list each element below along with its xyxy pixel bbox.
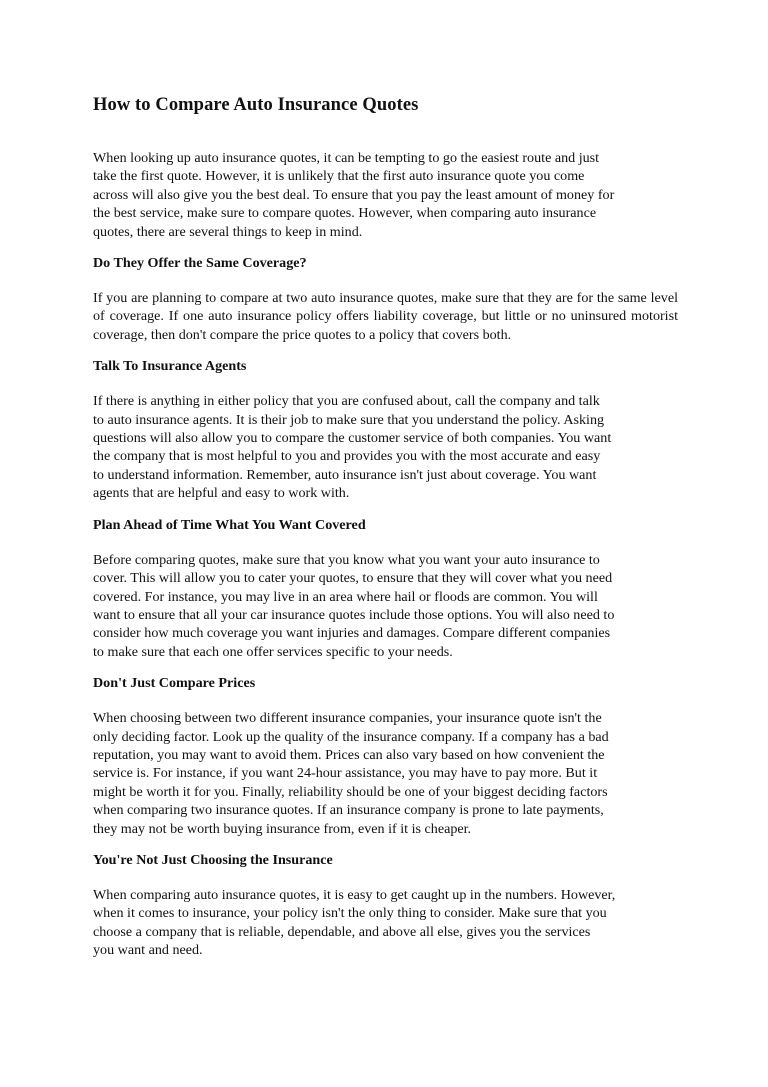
text-line: when comparing two insurance quotes. If an insurance company is prone to late payments, <box>93 802 604 819</box>
text-line: agents that are helpful and easy to work with. <box>93 485 350 502</box>
text-line: only deciding factor. Look up the quality of the insurance company. If a company has a bad <box>93 728 609 745</box>
text-line: When choosing between two different insurance companies, your insurance quote isn't the <box>93 710 602 727</box>
text-line: cover. This will allow you to cater your quotes, to ensure that they will cover what you need <box>93 570 613 587</box>
text-line: you want and need. <box>93 942 203 959</box>
section-heading-insurance-agents: Talk To Insurance Agents <box>93 358 247 375</box>
text-line: quotes, there are several things to keep in mind. <box>93 223 363 240</box>
text-line: When looking up auto insurance quotes, it can be tempting to go the easiest route and just <box>93 150 600 166</box>
text-line: across will also give you the best deal. To ensure that you pay the least amount of money for <box>93 186 615 203</box>
text-line: choose a company that is reliable, dependable, and above all else, gives you the services <box>93 923 591 940</box>
section-heading-compare-prices: Don't Just Compare Prices <box>93 675 256 692</box>
text-line: take the first quote. However, it is unlikely that the first auto insurance quote you come <box>93 168 585 185</box>
text-line: to understand information. Remember, auto insurance isn't just about coverage. You want <box>93 466 597 483</box>
section-paragraph-same-coverage: If you are planning to compare at two auto insurance quotes, make sure that they are for the same level of coverage. If one auto insurance policy offers liability coverage, but little or no uninsured motorist coverage, then don't compare the price quotes to a policy that covers both. <box>93 290 678 343</box>
section-paragraph-insurance-agents <box>93 392 678 502</box>
text-line: might be worth it for you. Finally, reliability should be one of your biggest deciding factors <box>93 783 608 800</box>
text-line: questions will also allow you to compare the customer service of both companies. You want <box>93 430 612 447</box>
section-heading-plan-ahead: Plan Ahead of Time What You Want Covered <box>93 516 366 533</box>
document-page <box>93 93 678 960</box>
page-title: How to Compare Auto Insurance Quotes <box>93 95 419 115</box>
text-line: If there is anything in either policy that you are confused about, call the company and talk <box>93 393 600 410</box>
section-heading-same-coverage: Do They Offer the Same Coverage? <box>93 255 307 272</box>
text-line: the best service, make sure to compare quotes. However, when comparing auto insurance <box>93 205 597 222</box>
text-line: consider how much coverage you want injuries and damages. Compare different companies <box>93 625 611 642</box>
intro-paragraph <box>93 149 678 241</box>
section-heading-choosing-insurance: You're Not Just Choosing the Insurance <box>93 851 333 868</box>
text-line: when it comes to insurance, your policy isn't the only thing to consider. Make sure that you <box>93 905 607 922</box>
text-line: reputation, you may want to avoid them. Prices can also vary based on how convenient the <box>93 746 605 763</box>
section-paragraph-compare-prices <box>93 709 678 838</box>
text-line: Before comparing quotes, make sure that you know what you want your auto insurance to <box>93 551 600 568</box>
text-line: service is. For instance, if you want 24-hour assistance, you may have to pay more. But it <box>93 765 598 782</box>
section-paragraph-choosing-insurance <box>93 886 678 960</box>
text-line: they may not be worth buying insurance from, even if it is cheaper. <box>93 820 472 837</box>
text-line: to make sure that each one offer services specific to your needs. <box>93 643 453 660</box>
text-line: to auto insurance agents. It is their job to make sure that you understand the policy. Asking <box>93 411 605 428</box>
section-paragraph-plan-ahead <box>93 551 678 661</box>
text-line: the company that is most helpful to you and provides you with the most accurate and easy <box>93 448 601 465</box>
text-line: When comparing auto insurance quotes, it is easy to get caught up in the numbers. However, <box>93 886 616 903</box>
text-line: covered. For instance, you may live in an area where hail or floods are common. You will <box>93 588 598 605</box>
text-line: want to ensure that all your car insurance quotes include those options. You will also need to <box>93 606 615 623</box>
